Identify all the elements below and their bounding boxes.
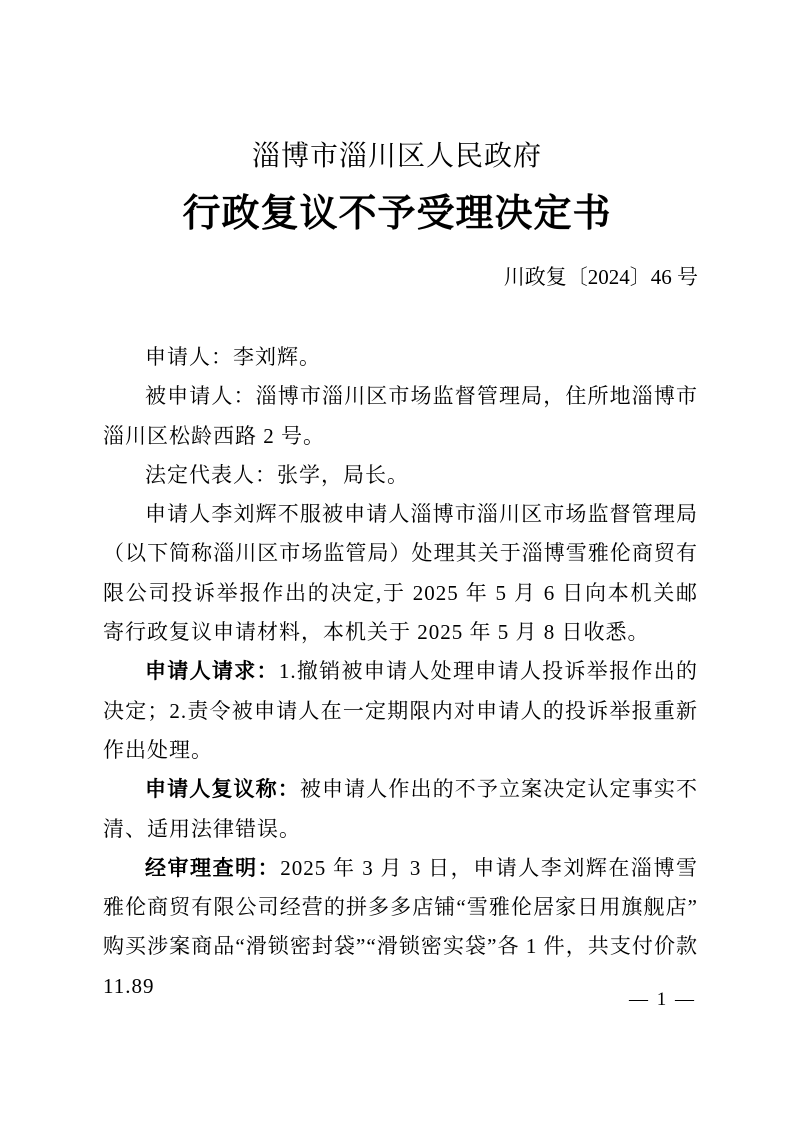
issuing-authority-title: 淄博市淄川区人民政府 (251, 141, 542, 172)
paragraph-text: 被申请人：淄博市淄川区市场监督管理局，住所地淄博市淄川区松龄西路 2 号。 (103, 384, 698, 448)
paragraph-text: 法定代表人：张学，局长。 (145, 462, 409, 487)
paragraph-lead: 申请人复议称： (145, 778, 300, 802)
paragraph-text: 申请人：李刘辉。 (145, 345, 321, 369)
paragraph-text: 2025 年 3 月 3 日，申请人李刘辉在淄博雪雅伦商贸有限公司经营的拼多多店铺“雪雅伦居家日用旗舰店”购买涉案商品“滑锁密封袋”“滑锁密实袋”各 1 件，共支付价款 11.89 (103, 855, 698, 998)
paragraph-text: 被申请人作出的不予立案决定认定事实不清、适用法律错误。 (103, 777, 698, 841)
paragraph-lead: 经审理查明： (145, 856, 281, 880)
paragraph-text: 1.撤销被申请人处理申请人投诉举报作出的决定；2.责令被申请人在一定期限内对申请人的投诉举报重新作出处理。 (103, 659, 698, 762)
document-title: 行政复议不予受理决定书 (182, 193, 612, 235)
paragraph-case-background (103, 495, 698, 652)
paragraph-legal-representative (103, 456, 698, 495)
paragraph-applicant (103, 338, 698, 377)
document-number: 川政复〔2024〕46 号 (503, 265, 698, 289)
paragraph-findings (103, 849, 698, 1006)
document-content (0, 262, 794, 1006)
paragraph-text: 申请人李刘辉不服被申请人淄博市淄川区市场监督管理局（以下简称淄川区市场监管局）处理其关于淄博雪雅伦商贸有限公司投诉举报作出的决定,于 2025 年 5 月 6 日向本机关邮寄行政复议申请材料，本机关于 2025 年 5 月 8 日收悉。 (103, 502, 698, 645)
paragraph-respondent (103, 377, 698, 456)
paragraph-applicant-claims (103, 770, 698, 849)
paragraph-lead: 申请人请求： (145, 660, 279, 684)
paragraph-applicant-requests (103, 652, 698, 770)
document-body (103, 338, 698, 1006)
page-number: — 1 — (629, 989, 696, 1010)
